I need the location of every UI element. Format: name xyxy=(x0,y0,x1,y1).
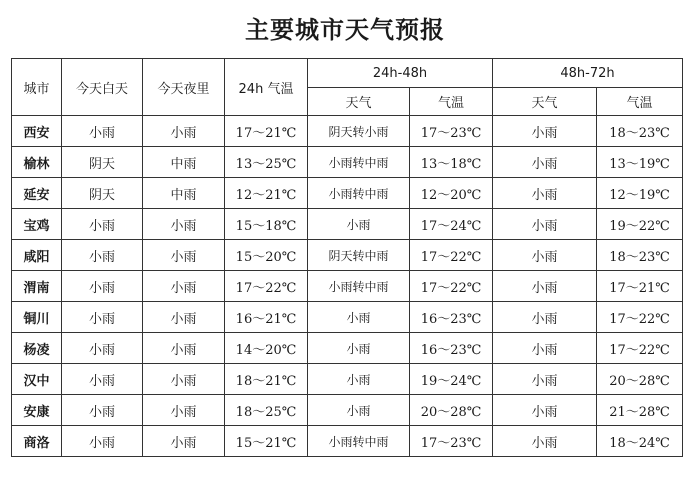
today-day-cell: 阴天 xyxy=(62,178,143,209)
header-period-48-72: 48h-72h xyxy=(493,59,683,88)
today-night-cell: 小雨 xyxy=(143,333,225,364)
temp-48h-cell: 16～23℃ xyxy=(410,333,493,364)
weather-72h-cell: 小雨 xyxy=(493,333,597,364)
weather-72h-cell: 小雨 xyxy=(493,116,597,147)
temp-24h-cell: 18～25℃ xyxy=(225,395,308,426)
temp-24h-cell: 15～18℃ xyxy=(225,209,308,240)
today-night-cell: 小雨 xyxy=(143,302,225,333)
temp-72h-cell: 13～19℃ xyxy=(597,147,683,178)
header-row-1 xyxy=(12,59,683,88)
temp-72h-cell: 17～22℃ xyxy=(597,333,683,364)
temp-72h-cell: 17～22℃ xyxy=(597,302,683,333)
today-day-cell: 小雨 xyxy=(62,271,143,302)
weather-48h-cell: 小雨 xyxy=(308,333,410,364)
table-row xyxy=(12,209,683,240)
weather-48h-cell: 小雨 xyxy=(308,302,410,333)
city-cell: 西安 xyxy=(12,116,62,147)
temp-48h-cell: 12～20℃ xyxy=(410,178,493,209)
temp-72h-cell: 18～23℃ xyxy=(597,240,683,271)
weather-72h-cell: 小雨 xyxy=(493,302,597,333)
weather-48h-cell: 阴天转中雨 xyxy=(308,240,410,271)
city-cell: 咸阳 xyxy=(12,240,62,271)
weather-72h-cell: 小雨 xyxy=(493,240,597,271)
temp-72h-cell: 20～28℃ xyxy=(597,364,683,395)
temp-24h-cell: 16～21℃ xyxy=(225,302,308,333)
temp-24h-cell: 15～21℃ xyxy=(225,426,308,457)
today-day-cell: 小雨 xyxy=(62,116,143,147)
weather-48h-cell: 阴天转小雨 xyxy=(308,116,410,147)
today-day-cell: 小雨 xyxy=(62,364,143,395)
temp-48h-cell: 17～22℃ xyxy=(410,271,493,302)
city-cell: 铜川 xyxy=(12,302,62,333)
city-cell: 渭南 xyxy=(12,271,62,302)
header-temp-24h: 24h 气温 xyxy=(225,59,308,116)
table-row xyxy=(12,426,683,457)
header-today-night: 今天夜里 xyxy=(143,59,225,116)
temp-24h-cell: 14～20℃ xyxy=(225,333,308,364)
city-cell: 杨凌 xyxy=(12,333,62,364)
today-day-cell: 小雨 xyxy=(62,302,143,333)
temp-24h-cell: 18～21℃ xyxy=(225,364,308,395)
today-night-cell: 小雨 xyxy=(143,271,225,302)
table-row xyxy=(12,333,683,364)
weather-48h-cell: 小雨转中雨 xyxy=(308,271,410,302)
city-cell: 安康 xyxy=(12,395,62,426)
today-night-cell: 小雨 xyxy=(143,116,225,147)
table-row xyxy=(12,364,683,395)
temp-48h-cell: 16～23℃ xyxy=(410,302,493,333)
weather-48h-cell: 小雨 xyxy=(308,209,410,240)
today-night-cell: 小雨 xyxy=(143,395,225,426)
today-day-cell: 小雨 xyxy=(62,333,143,364)
header-temp-48: 气温 xyxy=(410,88,493,116)
temp-48h-cell: 17～23℃ xyxy=(410,116,493,147)
today-day-cell: 小雨 xyxy=(62,395,143,426)
temp-72h-cell: 18～23℃ xyxy=(597,116,683,147)
temp-48h-cell: 17～24℃ xyxy=(410,209,493,240)
weather-72h-cell: 小雨 xyxy=(493,364,597,395)
weather-48h-cell: 小雨 xyxy=(308,364,410,395)
temp-72h-cell: 12～19℃ xyxy=(597,178,683,209)
city-cell: 宝鸡 xyxy=(12,209,62,240)
today-night-cell: 中雨 xyxy=(143,178,225,209)
temp-72h-cell: 21～28℃ xyxy=(597,395,683,426)
table-row xyxy=(12,116,683,147)
temp-72h-cell: 17～21℃ xyxy=(597,271,683,302)
today-night-cell: 小雨 xyxy=(143,426,225,457)
today-day-cell: 阴天 xyxy=(62,147,143,178)
today-day-cell: 小雨 xyxy=(62,426,143,457)
page-title: 主要城市天气预报 xyxy=(245,16,445,44)
today-night-cell: 小雨 xyxy=(143,209,225,240)
temp-24h-cell: 13～25℃ xyxy=(225,147,308,178)
table-row xyxy=(12,147,683,178)
header-today-day: 今天白天 xyxy=(62,59,143,116)
header-period-24-48: 24h-48h xyxy=(308,59,493,88)
table-row xyxy=(12,240,683,271)
table-row xyxy=(12,302,683,333)
weather-72h-cell: 小雨 xyxy=(493,426,597,457)
today-day-cell: 小雨 xyxy=(62,240,143,271)
city-cell: 商洛 xyxy=(12,426,62,457)
temp-48h-cell: 19～24℃ xyxy=(410,364,493,395)
header-weather-72: 天气 xyxy=(493,88,597,116)
temp-48h-cell: 20～28℃ xyxy=(410,395,493,426)
temp-24h-cell: 15～20℃ xyxy=(225,240,308,271)
header-weather-48: 天气 xyxy=(308,88,410,116)
table-row xyxy=(12,178,683,209)
temp-24h-cell: 12～21℃ xyxy=(225,178,308,209)
weather-72h-cell: 小雨 xyxy=(493,395,597,426)
today-night-cell: 小雨 xyxy=(143,240,225,271)
weather-72h-cell: 小雨 xyxy=(493,209,597,240)
weather-72h-cell: 小雨 xyxy=(493,147,597,178)
today-night-cell: 中雨 xyxy=(143,147,225,178)
temp-48h-cell: 17～22℃ xyxy=(410,240,493,271)
temp-72h-cell: 19～22℃ xyxy=(597,209,683,240)
weather-48h-cell: 小雨转中雨 xyxy=(308,426,410,457)
today-night-cell: 小雨 xyxy=(143,364,225,395)
temp-48h-cell: 17～23℃ xyxy=(410,426,493,457)
temp-48h-cell: 13～18℃ xyxy=(410,147,493,178)
table-row xyxy=(12,395,683,426)
temp-72h-cell: 18～24℃ xyxy=(597,426,683,457)
weather-48h-cell: 小雨 xyxy=(308,395,410,426)
city-cell: 汉中 xyxy=(12,364,62,395)
header-temp-72: 气温 xyxy=(597,88,683,116)
temp-24h-cell: 17～22℃ xyxy=(225,271,308,302)
forecast-table xyxy=(11,58,683,457)
weather-72h-cell: 小雨 xyxy=(493,271,597,302)
weather-48h-cell: 小雨转中雨 xyxy=(308,178,410,209)
today-day-cell: 小雨 xyxy=(62,209,143,240)
weather-48h-cell: 小雨转中雨 xyxy=(308,147,410,178)
city-cell: 延安 xyxy=(12,178,62,209)
header-city: 城市 xyxy=(12,59,62,116)
weather-72h-cell: 小雨 xyxy=(493,178,597,209)
temp-24h-cell: 17～21℃ xyxy=(225,116,308,147)
city-cell: 榆林 xyxy=(12,147,62,178)
table-row xyxy=(12,271,683,302)
